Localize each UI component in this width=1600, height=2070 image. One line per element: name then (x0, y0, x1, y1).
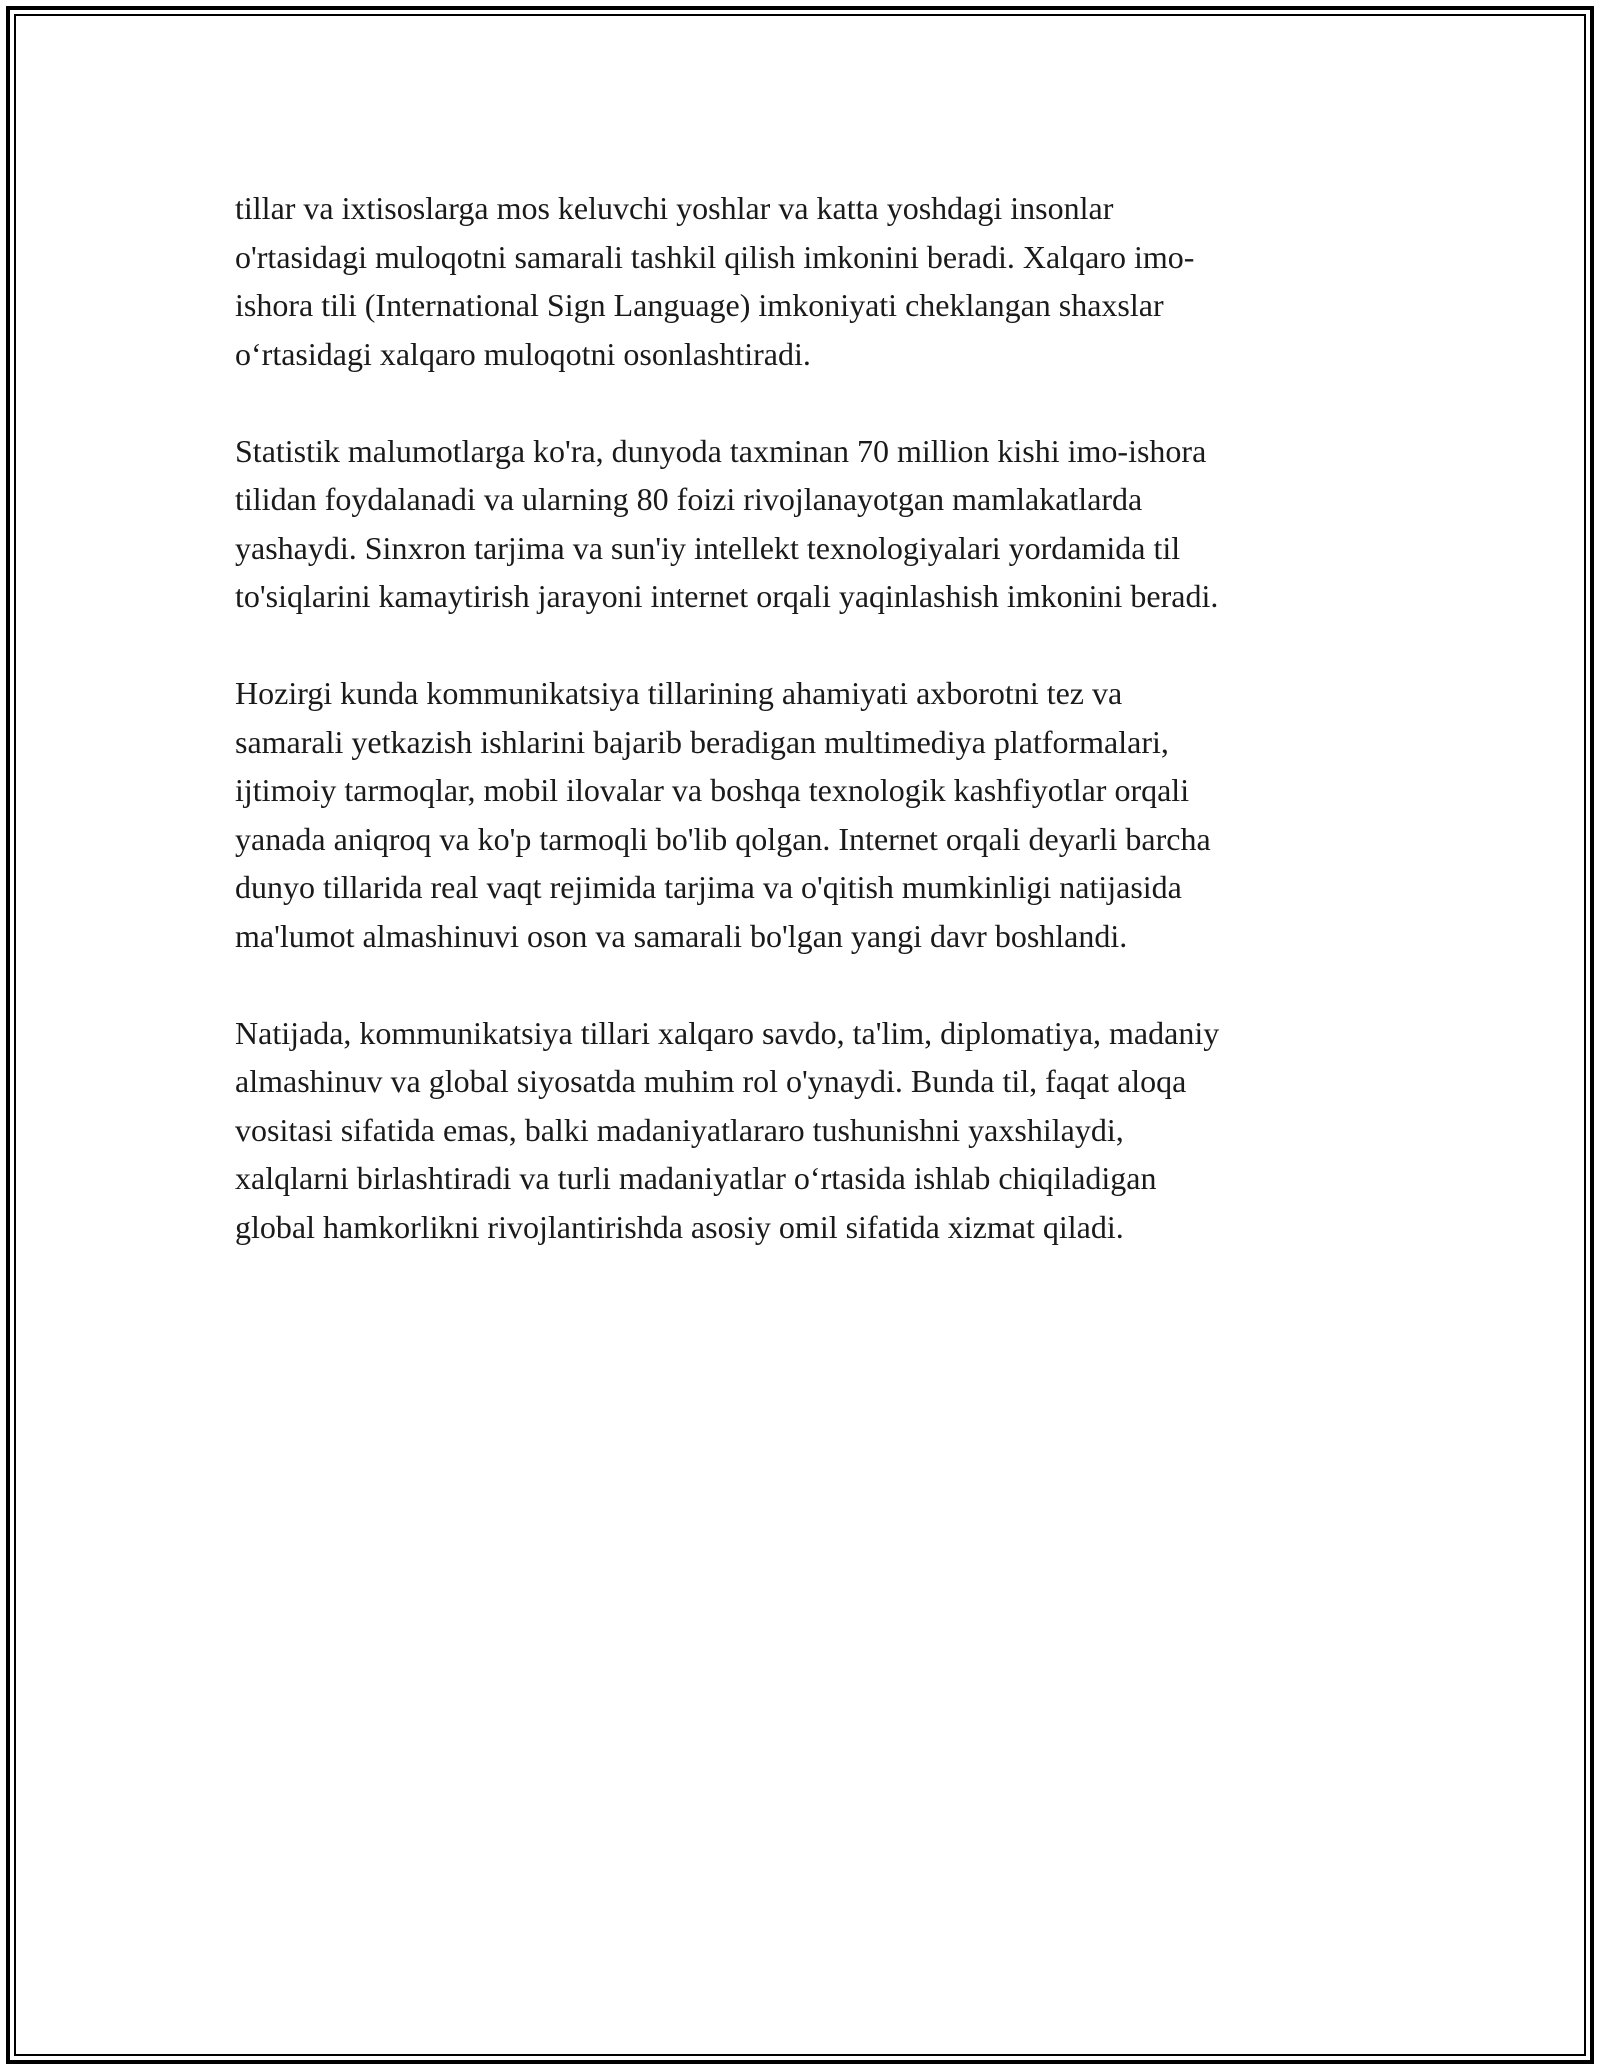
text-line: yanada aniqroq va ko'p tarmoqli bo'lib qolgan. Internet orqali deyarli barcha (235, 820, 1211, 857)
text-line: Natijada, kommunikatsiya tillari xalqaro savdo, ta'lim, diplomatiya, madaniy (235, 1014, 1220, 1051)
text-line: almashinuv va global siyosatda muhim rol o'ynaydi. Bunda til, faqat aloqa (235, 1063, 1187, 1099)
text-line: yashaydi. Sinxron tarjima va sun'iy intellekt texnologiyalari yordamida til (235, 529, 1181, 566)
text-line: global hamkorlikni rivojlantirishda asosiy omil sifatida xizmat qiladi. (235, 1208, 1124, 1245)
text-line: ishora tili (International Sign Language) imkoniyati cheklangan shaxslar (235, 287, 1164, 323)
text-line: ijtimoiy tarmoqlar, mobil ilovalar va boshqa texnologik kashfiyotlar orqali (235, 772, 1190, 808)
text-line: Hozirgi kunda kommunikatsiya tillarining ahamiyati axborotni tez va (235, 675, 1123, 711)
text-line: tillar va ixtisoslarga mos keluvchi yoshlar va katta yoshdagi insonlar (235, 190, 1114, 226)
text-line: oʻrtasidagi xalqaro muloqotni osonlashtiradi. (235, 335, 811, 372)
text-line: xalqlarni birlashtiradi va turli madaniyatlar oʻrtasida ishlab chiqiladigan (235, 1160, 1157, 1196)
text-line: to'siqlarini kamaytirish jarayoni internet orqali yaqinlashish imkonini beradi. (235, 578, 1219, 614)
text-line: tilidan foydalanadi va ularning 80 foizi rivojlanayotgan mamlakatlarda (235, 481, 1143, 517)
text-line: samarali yetkazish ishlarini bajarib beradigan multimediya platformalari, (235, 723, 1169, 760)
document-body (235, 184, 1375, 1300)
text-line: ma'lumot almashinuvi oson va samarali bo'lgan yangi davr boshlandi. (235, 917, 1128, 954)
text-line: o'rtasidagi muloqotni samarali tashkil qilish imkonini beradi. Xalqaro imo- (235, 238, 1195, 275)
paragraph (235, 184, 1375, 378)
text-line: Statistik malumotlarga ko'ra, dunyoda taxminan 70 million kishi imo-ishora (235, 432, 1207, 469)
text-line: vositasi sifatida emas, balki madaniyatlararo tushunishni yaxshilaydi, (235, 1111, 1124, 1148)
paragraph (235, 1009, 1375, 1252)
paragraph (235, 427, 1375, 621)
paragraph (235, 669, 1375, 960)
text-line: dunyo tillarida real vaqt rejimida tarjima va o'qitish mumkinligi natijasida (235, 869, 1182, 905)
